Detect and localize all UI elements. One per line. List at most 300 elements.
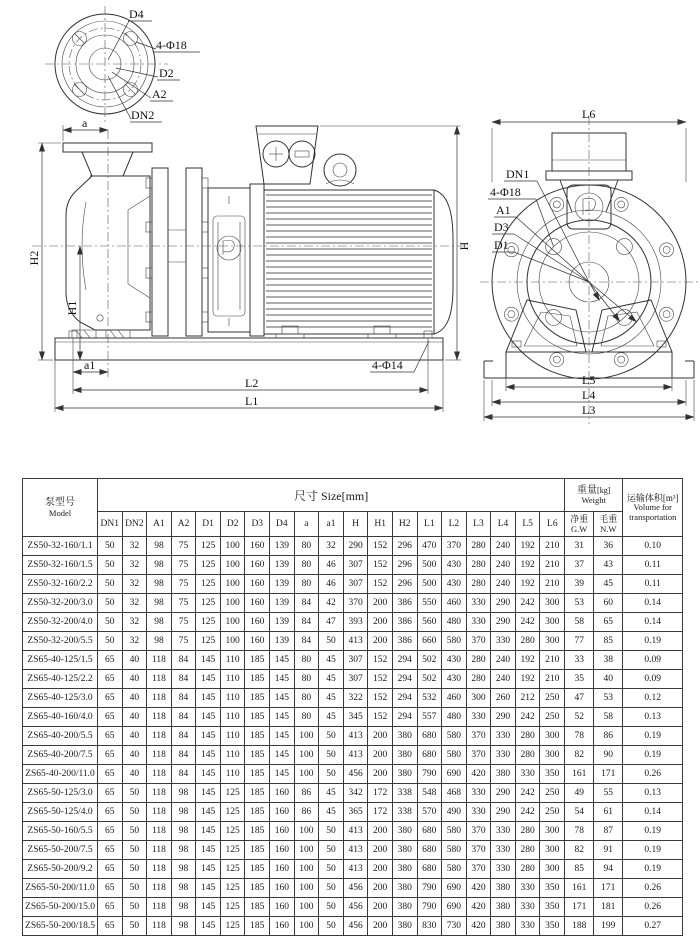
table-row <box>23 556 683 575</box>
value-cell: 280 <box>466 556 491 575</box>
value-cell: 145 <box>196 898 221 917</box>
value-cell: 60 <box>594 594 623 613</box>
value-cell: 100 <box>294 765 319 784</box>
value-cell: 50 <box>122 822 147 841</box>
value-cell: 160 <box>270 898 295 917</box>
value-cell: 0.26 <box>623 765 683 784</box>
value-cell: 46 <box>319 575 344 594</box>
value-cell: 420 <box>466 765 491 784</box>
value-cell: 200 <box>368 765 393 784</box>
size-column-header: H <box>343 512 368 537</box>
value-cell: 330 <box>515 898 540 917</box>
model-cell: ZS50-32-200/5.5 <box>23 632 98 651</box>
weight-group-header <box>565 479 623 512</box>
size-column-header: A1 <box>147 512 172 537</box>
value-cell: 118 <box>147 822 172 841</box>
value-cell: 185 <box>245 879 270 898</box>
size-column-header: L4 <box>491 512 516 537</box>
value-cell: 200 <box>368 917 393 936</box>
value-cell: 40 <box>122 727 147 746</box>
value-cell: 0.26 <box>623 898 683 917</box>
dim-label-h: H <box>457 241 471 251</box>
value-cell: 145 <box>270 670 295 689</box>
model-cell: ZS65-50-200/11.0 <box>23 879 98 898</box>
value-cell: 58 <box>565 613 594 632</box>
value-cell: 45 <box>594 575 623 594</box>
value-cell: 280 <box>515 727 540 746</box>
value-cell: 45 <box>319 651 344 670</box>
value-cell: 45 <box>319 708 344 727</box>
value-cell: 250 <box>540 784 565 803</box>
value-cell: 548 <box>417 784 442 803</box>
table-row <box>23 689 683 708</box>
value-cell: 118 <box>147 708 172 727</box>
value-cell: 145 <box>196 670 221 689</box>
value-cell: 456 <box>343 879 368 898</box>
value-cell: 172 <box>368 784 393 803</box>
value-cell: 350 <box>540 765 565 784</box>
value-cell: 139 <box>270 556 295 575</box>
value-cell: 38 <box>594 651 623 670</box>
value-cell: 830 <box>417 917 442 936</box>
value-cell: 84 <box>171 746 196 765</box>
value-cell: 185 <box>245 860 270 879</box>
value-cell: 50 <box>122 898 147 917</box>
value-cell: 300 <box>540 613 565 632</box>
value-cell: 50 <box>319 822 344 841</box>
value-cell: 118 <box>147 803 172 822</box>
value-cell: 50 <box>122 860 147 879</box>
table-row <box>23 841 683 860</box>
value-cell: 152 <box>368 689 393 708</box>
value-cell: 790 <box>417 898 442 917</box>
value-cell: 185 <box>245 898 270 917</box>
value-cell: 145 <box>270 708 295 727</box>
value-cell: 280 <box>515 860 540 879</box>
value-cell: 100 <box>294 879 319 898</box>
value-cell: 690 <box>442 898 467 917</box>
value-cell: 185 <box>245 689 270 708</box>
value-cell: 40 <box>122 765 147 784</box>
value-cell: 171 <box>594 879 623 898</box>
size-column-header: D1 <box>196 512 221 537</box>
value-cell: 50 <box>98 594 123 613</box>
value-cell: 338 <box>392 784 417 803</box>
value-cell: 330 <box>491 822 516 841</box>
value-cell: 125 <box>196 594 221 613</box>
value-cell: 145 <box>196 879 221 898</box>
value-cell: 32 <box>122 594 147 613</box>
value-cell: 0.19 <box>623 822 683 841</box>
value-cell: 85 <box>594 632 623 651</box>
value-cell: 145 <box>196 784 221 803</box>
dim-label-h2: H2 <box>27 250 41 266</box>
value-cell: 365 <box>343 803 368 822</box>
value-cell: 75 <box>171 613 196 632</box>
model-cell: ZS65-50-200/15.0 <box>23 898 98 917</box>
table-row <box>23 537 683 556</box>
size-column-header: DN2 <box>122 512 147 537</box>
value-cell: 172 <box>368 803 393 822</box>
value-cell: 322 <box>343 689 368 708</box>
value-cell: 110 <box>220 670 245 689</box>
value-cell: 65 <box>98 784 123 803</box>
value-cell: 550 <box>417 594 442 613</box>
value-cell: 98 <box>171 917 196 936</box>
value-cell: 118 <box>147 917 172 936</box>
value-cell: 370 <box>466 746 491 765</box>
model-cell: ZS65-40-200/5.5 <box>23 727 98 746</box>
value-cell: 65 <box>98 841 123 860</box>
value-cell: 40 <box>594 670 623 689</box>
value-cell: 210 <box>540 651 565 670</box>
value-cell: 280 <box>515 822 540 841</box>
value-cell: 350 <box>540 917 565 936</box>
value-cell: 456 <box>343 898 368 917</box>
value-cell: 192 <box>515 556 540 575</box>
value-cell: 98 <box>147 556 172 575</box>
value-cell: 330 <box>515 879 540 898</box>
value-cell: 98 <box>171 860 196 879</box>
nw-zh: 毛重 <box>599 514 618 525</box>
value-cell: 0.10 <box>623 537 683 556</box>
size-column-header: A2 <box>171 512 196 537</box>
value-cell: 84 <box>171 651 196 670</box>
value-cell: 380 <box>392 822 417 841</box>
value-cell: 330 <box>491 860 516 879</box>
value-cell: 160 <box>270 784 295 803</box>
value-cell: 280 <box>515 841 540 860</box>
value-cell: 50 <box>98 632 123 651</box>
size-column-header: DN1 <box>98 512 123 537</box>
value-cell: 240 <box>491 537 516 556</box>
value-cell: 290 <box>491 784 516 803</box>
value-cell: 0.26 <box>623 879 683 898</box>
model-cell: ZS65-40-200/7.5 <box>23 746 98 765</box>
table-row <box>23 632 683 651</box>
label-dn2: DN2 <box>131 108 155 122</box>
value-cell: 680 <box>417 841 442 860</box>
value-cell: 280 <box>466 575 491 594</box>
value-cell: 0.11 <box>623 575 683 594</box>
label-d4: D4 <box>129 7 144 21</box>
gw-column-header <box>565 512 594 537</box>
value-cell: 65 <box>98 822 123 841</box>
value-cell: 296 <box>392 537 417 556</box>
value-cell: 91 <box>594 841 623 860</box>
size-column-header: H1 <box>368 512 393 537</box>
table-row <box>23 822 683 841</box>
value-cell: 145 <box>270 727 295 746</box>
value-cell: 80 <box>294 651 319 670</box>
value-cell: 65 <box>98 803 123 822</box>
value-cell: 118 <box>147 746 172 765</box>
weight-unit: [kg] <box>597 485 611 495</box>
value-cell: 460 <box>442 594 467 613</box>
value-cell: 47 <box>319 613 344 632</box>
value-cell: 185 <box>245 784 270 803</box>
value-cell: 370 <box>466 841 491 860</box>
value-cell: 210 <box>540 556 565 575</box>
value-cell: 125 <box>220 860 245 879</box>
value-cell: 500 <box>417 575 442 594</box>
value-cell: 300 <box>540 822 565 841</box>
value-cell: 330 <box>466 708 491 727</box>
value-cell: 181 <box>594 898 623 917</box>
value-cell: 100 <box>294 917 319 936</box>
value-cell: 294 <box>392 689 417 708</box>
value-cell: 240 <box>491 670 516 689</box>
value-cell: 470 <box>417 537 442 556</box>
value-cell: 36 <box>594 537 623 556</box>
value-cell: 100 <box>294 860 319 879</box>
value-cell: 296 <box>392 575 417 594</box>
value-cell: 65 <box>98 917 123 936</box>
value-cell: 100 <box>294 898 319 917</box>
value-cell: 75 <box>171 575 196 594</box>
value-cell: 152 <box>368 651 393 670</box>
value-cell: 160 <box>270 879 295 898</box>
value-cell: 98 <box>147 613 172 632</box>
value-cell: 330 <box>491 632 516 651</box>
value-cell: 557 <box>417 708 442 727</box>
value-cell: 280 <box>515 746 540 765</box>
value-cell: 65 <box>98 651 123 670</box>
value-cell: 39 <box>565 575 594 594</box>
label-a1-end: A1 <box>496 203 511 217</box>
value-cell: 145 <box>196 860 221 879</box>
value-cell: 49 <box>565 784 594 803</box>
dim-label-l6: L6 <box>582 107 596 121</box>
value-cell: 90 <box>594 746 623 765</box>
value-cell: 110 <box>220 651 245 670</box>
value-cell: 98 <box>147 632 172 651</box>
value-cell: 125 <box>220 822 245 841</box>
value-cell: 185 <box>245 765 270 784</box>
dim-label-l5: L5 <box>582 373 596 387</box>
value-cell: 680 <box>417 746 442 765</box>
value-cell: 50 <box>122 803 147 822</box>
value-cell: 35 <box>565 670 594 689</box>
value-cell: 50 <box>98 537 123 556</box>
value-cell: 386 <box>392 632 417 651</box>
value-cell: 53 <box>565 594 594 613</box>
value-cell: 110 <box>220 746 245 765</box>
value-cell: 0.13 <box>623 708 683 727</box>
value-cell: 152 <box>368 537 393 556</box>
value-cell: 370 <box>466 632 491 651</box>
value-cell: 212 <box>515 689 540 708</box>
nw-en: N.W <box>600 523 617 534</box>
table-row <box>23 613 683 632</box>
value-cell: 430 <box>442 556 467 575</box>
value-cell: 380 <box>392 841 417 860</box>
model-cell: ZS65-40-125/3.0 <box>23 689 98 708</box>
value-cell: 65 <box>98 879 123 898</box>
value-cell: 160 <box>270 917 295 936</box>
label-flange-holes: 4-Φ18 <box>156 38 187 52</box>
value-cell: 47 <box>565 689 594 708</box>
value-cell: 100 <box>294 727 319 746</box>
value-cell: 0.19 <box>623 841 683 860</box>
model-cell: ZS50-32-200/4.0 <box>23 613 98 632</box>
table-row <box>23 898 683 917</box>
flange-detail-view <box>45 6 200 122</box>
value-cell: 98 <box>171 803 196 822</box>
value-cell: 110 <box>220 727 245 746</box>
dim-label-l4: L4 <box>582 388 596 402</box>
value-cell: 242 <box>515 803 540 822</box>
dimensions-table <box>22 478 683 936</box>
value-cell: 125 <box>220 917 245 936</box>
value-cell: 200 <box>368 746 393 765</box>
value-cell: 690 <box>442 879 467 898</box>
value-cell: 680 <box>417 860 442 879</box>
value-cell: 200 <box>368 822 393 841</box>
table-row <box>23 860 683 879</box>
table-row <box>23 651 683 670</box>
value-cell: 125 <box>220 803 245 822</box>
value-cell: 330 <box>466 613 491 632</box>
value-cell: 330 <box>515 765 540 784</box>
value-cell: 31 <box>565 537 594 556</box>
value-cell: 45 <box>319 803 344 822</box>
value-cell: 160 <box>270 841 295 860</box>
model-cell: ZS65-50-200/9.2 <box>23 860 98 879</box>
value-cell: 380 <box>491 765 516 784</box>
value-cell: 790 <box>417 765 442 784</box>
value-cell: 125 <box>220 879 245 898</box>
value-cell: 210 <box>540 670 565 689</box>
value-cell: 200 <box>368 632 393 651</box>
value-cell: 330 <box>491 727 516 746</box>
value-cell: 65 <box>98 689 123 708</box>
value-cell: 78 <box>565 822 594 841</box>
value-cell: 75 <box>171 594 196 613</box>
value-cell: 380 <box>491 917 516 936</box>
table-row <box>23 575 683 594</box>
value-cell: 240 <box>491 575 516 594</box>
value-cell: 32 <box>122 632 147 651</box>
value-cell: 50 <box>98 613 123 632</box>
model-cell: ZS65-40-125/2.2 <box>23 670 98 689</box>
value-cell: 118 <box>147 898 172 917</box>
value-cell: 100 <box>220 613 245 632</box>
value-cell: 118 <box>147 784 172 803</box>
value-cell: 660 <box>417 632 442 651</box>
table-row <box>23 803 683 822</box>
dim-label-l1: L1 <box>245 394 259 408</box>
value-cell: 118 <box>147 765 172 784</box>
value-cell: 82 <box>565 841 594 860</box>
value-cell: 242 <box>515 784 540 803</box>
value-cell: 145 <box>196 841 221 860</box>
value-cell: 161 <box>565 879 594 898</box>
value-cell: 145 <box>196 727 221 746</box>
value-cell: 300 <box>540 746 565 765</box>
value-cell: 40 <box>122 689 147 708</box>
value-cell: 32 <box>122 537 147 556</box>
value-cell: 125 <box>220 898 245 917</box>
value-cell: 380 <box>392 860 417 879</box>
value-cell: 118 <box>147 689 172 708</box>
model-cell: ZS65-50-200/18.5 <box>23 917 98 936</box>
value-cell: 32 <box>319 537 344 556</box>
value-cell: 413 <box>343 632 368 651</box>
value-cell: 100 <box>220 575 245 594</box>
value-cell: 570 <box>417 803 442 822</box>
value-cell: 280 <box>466 670 491 689</box>
dim-label-a1: a1 <box>84 358 96 372</box>
model-cell: ZS50-32-160/1.5 <box>23 556 98 575</box>
end-view <box>480 107 698 424</box>
value-cell: 380 <box>392 917 417 936</box>
value-cell: 200 <box>368 613 393 632</box>
value-cell: 87 <box>594 822 623 841</box>
value-cell: 413 <box>343 727 368 746</box>
value-cell: 160 <box>270 822 295 841</box>
value-cell: 75 <box>171 556 196 575</box>
size-column-header: a1 <box>319 512 344 537</box>
value-cell: 145 <box>196 746 221 765</box>
label-d2: D2 <box>159 66 174 80</box>
value-cell: 86 <box>594 727 623 746</box>
value-cell: 100 <box>294 746 319 765</box>
value-cell: 50 <box>122 784 147 803</box>
dim-label-l3: L3 <box>582 403 596 417</box>
label-d3: D3 <box>494 220 509 234</box>
table-row <box>23 727 683 746</box>
value-cell: 0.11 <box>623 556 683 575</box>
value-cell: 580 <box>442 632 467 651</box>
value-cell: 118 <box>147 860 172 879</box>
value-cell: 468 <box>442 784 467 803</box>
model-cell: ZS50-32-200/3.0 <box>23 594 98 613</box>
value-cell: 192 <box>515 575 540 594</box>
value-cell: 413 <box>343 746 368 765</box>
value-cell: 118 <box>147 727 172 746</box>
value-cell: 250 <box>540 689 565 708</box>
value-cell: 330 <box>466 784 491 803</box>
value-cell: 84 <box>294 613 319 632</box>
value-cell: 420 <box>466 898 491 917</box>
value-cell: 370 <box>343 594 368 613</box>
value-cell: 350 <box>540 879 565 898</box>
value-cell: 160 <box>245 594 270 613</box>
value-cell: 199 <box>594 917 623 936</box>
table-row <box>23 917 683 936</box>
value-cell: 185 <box>245 651 270 670</box>
value-cell: 300 <box>540 841 565 860</box>
label-dn1: DN1 <box>506 167 530 181</box>
value-cell: 171 <box>594 765 623 784</box>
value-cell: 160 <box>270 860 295 879</box>
value-cell: 242 <box>515 708 540 727</box>
weight-header-en: Weight <box>581 495 606 506</box>
value-cell: 0.14 <box>623 613 683 632</box>
value-cell: 532 <box>417 689 442 708</box>
value-cell: 0.09 <box>623 670 683 689</box>
value-cell: 185 <box>245 708 270 727</box>
value-cell: 420 <box>466 917 491 936</box>
value-cell: 65 <box>98 765 123 784</box>
model-cell: ZS65-50-125/4.0 <box>23 803 98 822</box>
value-cell: 50 <box>98 556 123 575</box>
value-cell: 139 <box>270 537 295 556</box>
label-a2: A2 <box>152 87 167 101</box>
value-cell: 80 <box>294 556 319 575</box>
value-cell: 350 <box>540 898 565 917</box>
